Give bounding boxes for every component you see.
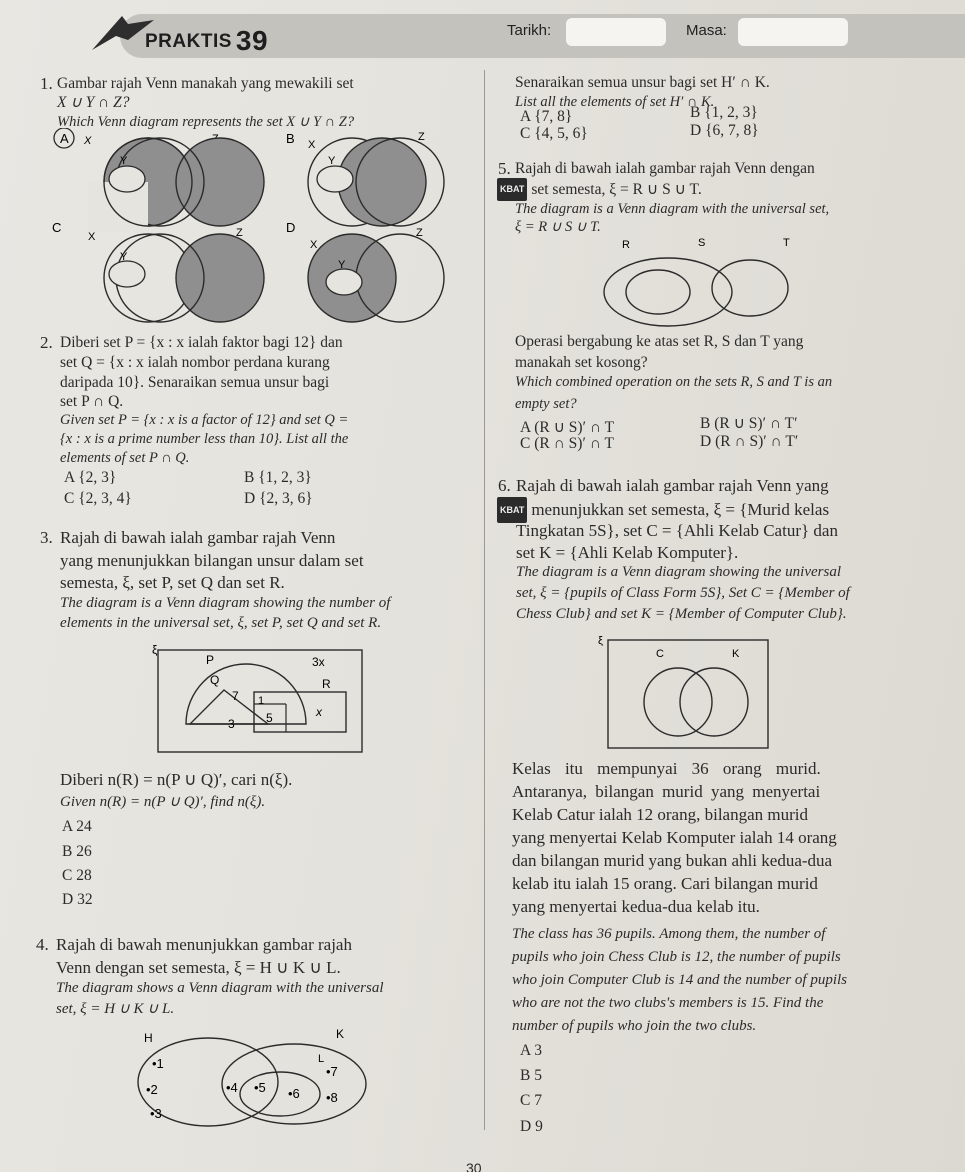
q2-text-2: set Q = {x : x ialah nombor perdana kurang <box>60 354 330 371</box>
q3-q-label: Q <box>210 673 220 687</box>
q3-given-ms: Diberi n(R) = n(P ∪ Q)′, cari n(ξ). <box>60 770 293 789</box>
q4-option-a[interactable]: A {7, 8} <box>520 108 573 125</box>
q4-k-label: K <box>336 1027 345 1041</box>
q4-element-4: •4 <box>226 1080 238 1095</box>
q5-circle-r <box>626 270 690 314</box>
q1-text-ms-1: Gambar rajah Venn manakah yang mewakili set <box>57 75 354 92</box>
q1-c-z-label: Z <box>236 227 243 239</box>
q6-para-4: yang menyertai Kelab Komputer ialah 14 orang <box>512 828 837 847</box>
q5-text-1: Rajah di bawah ialah gambar rajah Venn dengan <box>515 160 815 177</box>
q5-number: 5. <box>498 159 511 178</box>
q6-universal-box <box>608 640 768 748</box>
q3-venn-diagram <box>150 642 365 754</box>
q6-k-label: K <box>732 648 740 660</box>
q6-option-b[interactable]: B 5 <box>520 1067 542 1084</box>
practice-title-text: PRAKTIS <box>145 31 232 52</box>
q6-para-en-5: number of pupils who join the two clubs. <box>512 1018 757 1034</box>
q3-value-3x: 3x <box>312 655 325 669</box>
q1-text-en: Which Venn diagram represents the set X ∪ Y ∩ Z? <box>57 114 355 130</box>
q1-d-x-label: X <box>310 239 318 251</box>
q3-option-c[interactable]: C 28 <box>62 867 92 884</box>
column-divider <box>484 70 485 1130</box>
q3-option-b[interactable]: B 26 <box>62 843 92 860</box>
q3-given-en: Given n(R) = n(P ∪ Q)′, find n(ξ). <box>60 794 266 810</box>
q5-text-3: Operasi bergabung ke atas set R, S dan T yang <box>515 333 804 350</box>
q3-value-3: 3 <box>228 717 235 731</box>
q1-c-x-label: X <box>88 231 96 243</box>
q3-text-2: yang menunjukkan bilangan unsur dalam set <box>60 551 364 570</box>
q1-d-y-label: Y <box>338 259 346 271</box>
q2-text-en-2: {x : x is a prime number less than 10}. List all the <box>60 431 349 447</box>
q3-r-label: R <box>322 677 331 691</box>
q1-option-d-diagram[interactable] <box>286 220 444 322</box>
q6-kbat-badge: KBAT <box>497 497 527 523</box>
q2-text-en-1: Given set P = {x : x is a factor of 12} and set Q = <box>60 412 349 428</box>
q4-venn-diagram <box>130 1022 380 1127</box>
q3-value-5: 5 <box>266 711 273 725</box>
q1-option-a-diagram[interactable] <box>54 128 264 232</box>
q4-element-5: •5 <box>254 1080 266 1095</box>
q3-value-x: x <box>316 705 322 719</box>
q1-venn-options <box>52 128 462 328</box>
q5-r-label: R <box>622 239 630 251</box>
q2-text-4: set P ∩ Q. <box>60 393 124 410</box>
q4-cont-text-en: List all the elements of set H′ ∩ K. <box>515 94 715 110</box>
q4-element-7: •7 <box>326 1064 338 1079</box>
q6-option-a[interactable]: A 3 <box>520 1042 542 1059</box>
q1-a-circle-z <box>176 138 264 226</box>
q6-para-2: Antaranya, bilangan murid yang menyertai <box>512 782 821 801</box>
q4-h-label: H <box>144 1031 153 1045</box>
q5-t-label: T <box>783 237 790 249</box>
q6-text-1: Rajah di bawah ialah gambar rajah Venn yang <box>516 476 829 495</box>
q3-option-a[interactable]: A 24 <box>62 818 92 835</box>
q1-option-b-diagram[interactable] <box>286 131 444 226</box>
q2-text-1: Diberi set P = {x : x ialah faktor bagi 12} dan <box>60 334 343 351</box>
q3-option-d[interactable]: D 32 <box>62 891 93 908</box>
q2-text-en-3: elements of set P ∩ Q. <box>60 450 190 466</box>
q3-value-7: 7 <box>232 689 239 703</box>
q3-value-1: 1 <box>258 695 265 707</box>
q6-option-d[interactable]: D 9 <box>520 1118 543 1135</box>
q5-venn-diagram <box>600 234 800 330</box>
q2-option-b[interactable]: B {1, 2, 3} <box>244 469 312 486</box>
q5-kbat-badge: KBAT <box>497 178 527 201</box>
q3-p-label: P <box>206 653 215 667</box>
q5-text-en-3: Which combined operation on the sets R, S and T is an <box>515 374 833 390</box>
q3-semicircle-p <box>186 664 306 724</box>
q2-option-c[interactable]: C {2, 3, 4} <box>64 490 132 507</box>
q1-option-a-label: A <box>60 131 69 146</box>
q6-c-label: C <box>656 648 664 660</box>
q4-element-8: •8 <box>326 1090 338 1105</box>
q3-text-en-1: The diagram is a Venn diagram showing the number of <box>60 595 391 611</box>
q5-text-en-4: empty set? <box>515 396 577 412</box>
q5-option-c[interactable]: C (R ∩ S)′ ∩ T <box>520 435 614 452</box>
time-label: Masa: <box>686 22 727 39</box>
q6-circle-k <box>680 668 748 736</box>
q4-element-2: •2 <box>146 1082 158 1097</box>
q6-para-en-1: The class has 36 pupils. Among them, the number of <box>512 926 826 942</box>
q3-xi-label: ξ <box>152 643 158 657</box>
q4-circle-l <box>240 1072 320 1116</box>
q1-b-circle-y <box>317 166 353 192</box>
q5-text-2 <box>497 178 702 201</box>
q5-circle-t <box>712 260 788 316</box>
q5-option-a[interactable]: A (R ∪ S)′ ∩ T <box>520 419 615 436</box>
practice-title <box>145 25 268 57</box>
q5-text-en-2: ξ = R ∪ S ∪ T. <box>515 219 601 235</box>
q6-venn-diagram <box>598 630 773 750</box>
q2-option-a[interactable]: A {2, 3} <box>64 469 117 486</box>
q3-number: 3. <box>40 528 53 547</box>
date-field[interactable] <box>566 18 666 46</box>
q6-option-c[interactable]: C 7 <box>520 1092 542 1109</box>
practice-number: 39 <box>235 25 269 56</box>
q1-d-z-label: Z <box>416 227 423 239</box>
q1-c-y-label: Y <box>120 251 128 263</box>
date-label: Tarikh: <box>507 22 552 39</box>
q6-para-7: yang menyertai kedua-dua kelab itu. <box>512 897 760 916</box>
q5-text-4: manakah set kosong? <box>515 354 648 371</box>
q6-para-6: kelab itu ialah 15 orang. Cari bilangan murid <box>512 874 818 893</box>
q4-element-6: •6 <box>288 1086 300 1101</box>
q1-c-circle-z <box>176 234 264 322</box>
q5-option-d[interactable]: D (R ∩ S)′ ∩ T′ <box>700 433 799 450</box>
q6-para-en-4: who are not the two clubs's members is 15. Find the <box>512 995 824 1011</box>
q5-option-b[interactable]: B (R ∪ S)′ ∩ T′ <box>700 415 798 432</box>
q5-s-label: S <box>698 237 706 249</box>
q1-a-y-label: Y <box>120 155 128 167</box>
q5-text-en-1: The diagram is a Venn diagram with the universal set, <box>515 201 830 217</box>
q3-text-1: Rajah di bawah ialah gambar rajah Venn <box>60 528 336 547</box>
q4-text-1: Rajah di bawah menunjukkan gambar rajah <box>56 935 352 954</box>
q1-number: 1. <box>40 74 53 93</box>
q6-para-3: Kelab Catur ialah 12 orang, bilangan murid <box>512 805 808 824</box>
q1-c-circle-y <box>109 261 145 287</box>
q1-b-y-label: Y <box>328 155 336 167</box>
q2-number: 2. <box>40 333 53 352</box>
q1-option-b-label: B <box>286 131 295 146</box>
q4-option-c[interactable]: C {4, 5, 6} <box>520 125 588 142</box>
q3-text-en-2: elements in the universal set, ξ, set P, set Q and set R. <box>60 615 382 631</box>
q6-number: 6. <box>498 476 511 495</box>
q6-para-1: Kelas itu mempunyai 36 orang murid. <box>512 759 821 778</box>
q6-para-5: dan bilangan murid yang bukan ahli kedua-dua <box>512 851 833 870</box>
q4-option-d[interactable]: D {6, 7, 8} <box>690 122 759 139</box>
q6-text-3: Tingkatan 5S}, set C = {Ahli Kelab Catur} dan <box>516 521 838 540</box>
q6-xi-label: ξ <box>598 635 603 647</box>
q6-para-en-2: pupils who join Chess Club is 12, the number of pupils <box>512 949 841 965</box>
q4-l-label: L <box>318 1053 325 1065</box>
q6-circle-c <box>644 668 712 736</box>
q6-para-en-3: who join Computer Club is 14 and the number of pupils <box>512 972 848 988</box>
q2-option-d[interactable]: D {2, 3, 6} <box>244 490 313 507</box>
q4-text-en-1: The diagram shows a Venn diagram with the universal <box>56 980 384 996</box>
q1-text-ms-2: X ∪ Y ∩ Z? <box>57 94 130 111</box>
q1-option-d-label: D <box>286 220 296 235</box>
q1-a-circle-y <box>109 166 145 192</box>
q6-text-4: set K = {Ahli Kelab Komputer}. <box>516 543 739 562</box>
q4-option-b[interactable]: B {1, 2, 3} <box>690 104 758 121</box>
q3-text-3: semesta, ξ, set P, set Q dan set R. <box>60 573 285 592</box>
q6-text-2-body: menunjukkan set semesta, ξ = {Murid kelas <box>531 500 830 519</box>
q4-cont-text-ms: Senaraikan semua unsur bagi set H′ ∩ K. <box>515 74 770 91</box>
q6-text-en-3: Chess Club} and set K = {Member of Computer Club}. <box>516 606 847 622</box>
q2-text-3: daripada 10}. Senaraikan semua unsur bagi <box>60 374 330 391</box>
q4-text-2: Venn dengan set semesta, ξ = H ∪ K ∪ L. <box>56 958 341 977</box>
q1-a-x-label: X <box>84 135 92 147</box>
q1-option-c-label: C <box>52 220 62 235</box>
q4-element-3: •3 <box>150 1106 162 1121</box>
q4-number: 4. <box>36 935 49 954</box>
time-field[interactable] <box>738 18 848 46</box>
q6-text-en-2: set, ξ = {pupils of Class Form 5S}, Set C = {Member of <box>516 585 850 601</box>
q1-b-z-label: Z <box>418 131 425 143</box>
q4-element-1: •1 <box>152 1056 164 1071</box>
q4-text-en-2: set, ξ = H ∪ K ∪ L. <box>56 1001 175 1017</box>
q1-b-x-label: X <box>308 139 316 151</box>
page-number: 30 <box>466 1160 482 1172</box>
q5-text-2-body: set semesta, ξ = R ∪ S ∪ T. <box>531 181 702 198</box>
q1-d-circle-y <box>326 269 362 295</box>
q6-text-en-1: The diagram is a Venn diagram showing the universal <box>516 564 841 580</box>
q1-option-c-diagram[interactable] <box>52 220 264 322</box>
